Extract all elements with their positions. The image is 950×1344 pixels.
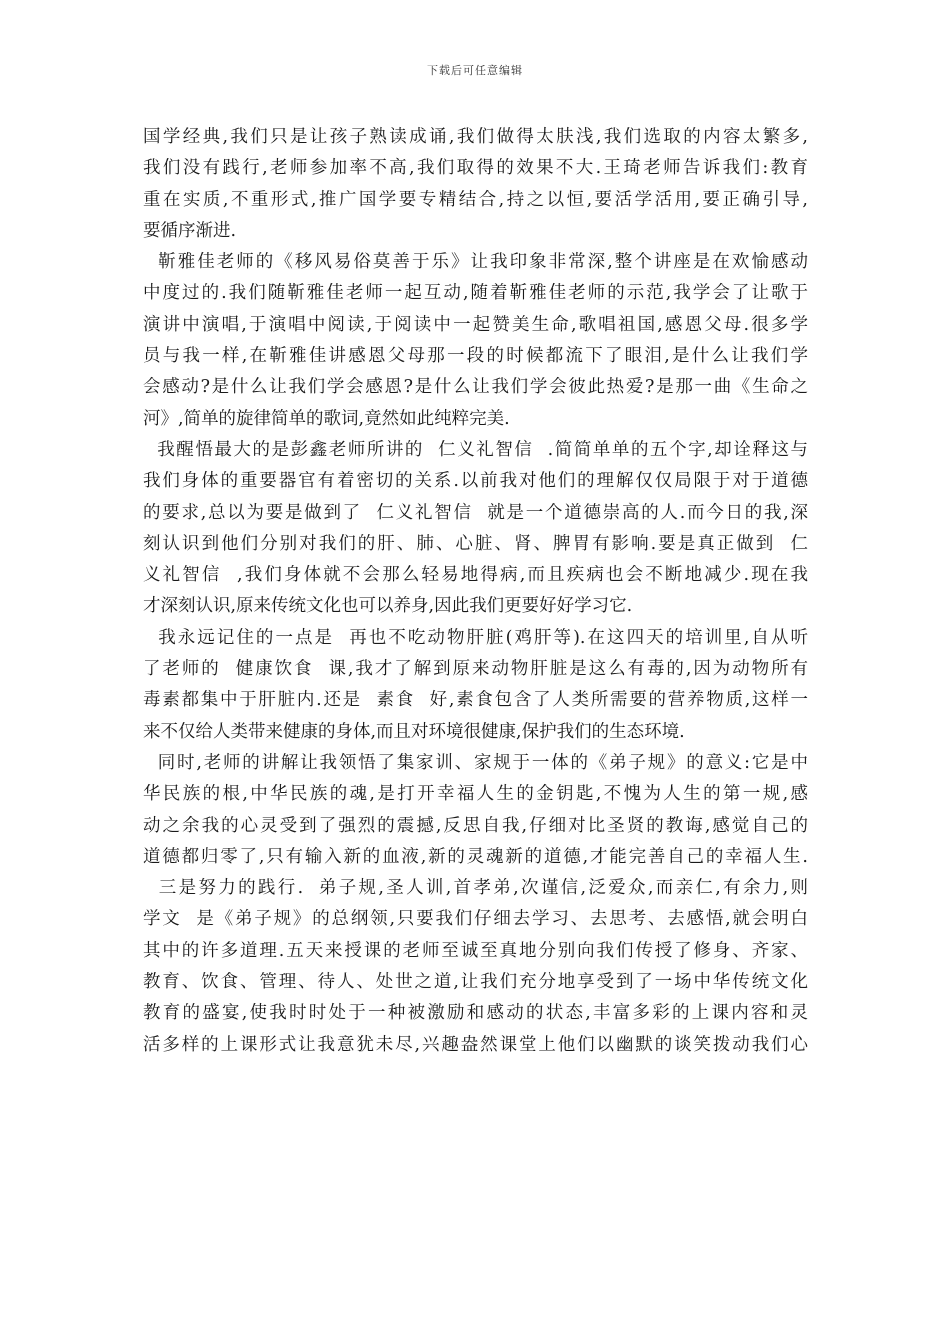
- text-line: 动之余我的心灵受到了强烈的震撼,反思自我,仔细对比圣贤的教诲,感觉自己的: [143, 815, 808, 836]
- text-line: 了老师的 健康饮食 课,我才了解到原来动物肝脏是这么有毒的,因为动物所有: [143, 659, 808, 680]
- text-line: 才深刻认识,原来传统文化也可以养身,因此我们更要好好学习它.: [143, 596, 633, 617]
- text-line: 的要求,总以为要是做到了 仁义礼智信 就是一个道德崇高的人.而今日的我,深: [143, 502, 808, 523]
- text-line: 会感动?是什么让我们学会感恩?是什么让我们学会彼此热爱?是那一曲《生命之: [143, 377, 808, 398]
- text-line: 我醒悟最大的是彭鑫老师所讲的 仁义礼智信 .简简单单的五个字,却诠释这与: [143, 439, 808, 460]
- text-line: 华民族的根,中华民族的魂,是打开幸福人生的金钥匙,不愧为人生的第一规,感: [143, 784, 808, 805]
- text-line: 同时,老师的讲解让我领悟了集家训、家规于一体的《弟子规》的意义:它是中: [143, 752, 808, 773]
- text-line: 来不仅给人类带来健康的身体,而且对环境很健康,保护我们的生态环境.: [143, 721, 685, 742]
- text-line: 刻认识到他们分别对我们的肝、肺、心脏、肾、脾胃有影响.要是真正做到 仁: [143, 533, 808, 554]
- text-line: 三是努力的践行. 弟子规,圣人训,首孝弟,次谨信,泛爱众,而亲仁,有余力,则: [143, 878, 808, 899]
- text-line: 道德都归零了,只有输入新的血液,新的灵魂新的道德,才能完善自己的幸福人生.: [143, 846, 808, 867]
- text-line: 中度过的.我们随靳雅佳老师一起互动,随着靳雅佳老师的示范,我学会了让歌于: [143, 283, 808, 304]
- text-line: 毒素都集中于肝脏内.还是 素食 好,素食包含了人类所需要的营养物质,这样一: [143, 690, 808, 711]
- text-line: 我们没有践行,老师参加率不高,我们取得的效果不大.王琦老师告诉我们:教育: [143, 158, 808, 179]
- page-header: 下载后可任意编辑: [427, 64, 523, 77]
- document-body: [143, 122, 808, 1061]
- text-line: 教育、饮食、管理、待人、处世之道,让我们充分地享受到了一场中华传统文化: [143, 972, 808, 993]
- text-line: 要循序渐进.: [143, 220, 237, 241]
- text-line: 我们身体的重要器官有着密切的关系.以前我对他们的理解仅仅局限于对于道德: [143, 471, 808, 492]
- text-line: 学文 是《弟子规》的总纲领,只要我们仔细去学习、去思考、去感悟,就会明白: [143, 909, 808, 930]
- text-line: 靳雅佳老师的《移风易俗莫善于乐》让我印象非常深,整个讲座是在欢愉感动: [143, 252, 808, 273]
- text-line: 其中的许多道理.五天来授课的老师至诚至真地分别向我们传授了修身、齐家、: [143, 940, 808, 961]
- text-line: 我永远记住的一点是 再也不吃动物肝脏(鸡肝等).在这四天的培训里,自从听: [143, 627, 808, 648]
- text-line: 河》,简单的旋律简单的歌词,竟然如此纯粹完美.: [143, 408, 510, 429]
- text-line: 活多样的上课形式让我意犹未尽,兴趣盎然课堂上他们以幽默的谈笑拨动我们心: [143, 1034, 808, 1055]
- text-line: 义礼智信 ,我们身体就不会那么轻易地得病,而且疾病也会不断地减少.现在我: [143, 565, 808, 586]
- text-line: 教育的盛宴,使我时时处于一种被激励和感动的状态,丰富多彩的上课内容和灵: [143, 1003, 808, 1024]
- text-line: 员与我一样,在靳雅佳讲感恩父母那一段的时候都流下了眼泪,是什么让我们学: [143, 346, 808, 367]
- text-line: 演讲中演唱,于演唱中阅读,于阅读中一起赞美生命,歌唱祖国,感恩父母.很多学: [143, 314, 808, 335]
- text-line: 国学经典,我们只是让孩子熟读成诵,我们做得太肤浅,我们选取的内容太繁多,: [143, 127, 808, 147]
- text-line: 重在实质,不重形式,推广国学要专精结合,持之以恒,要活学活用,要正确引导,: [143, 189, 808, 210]
